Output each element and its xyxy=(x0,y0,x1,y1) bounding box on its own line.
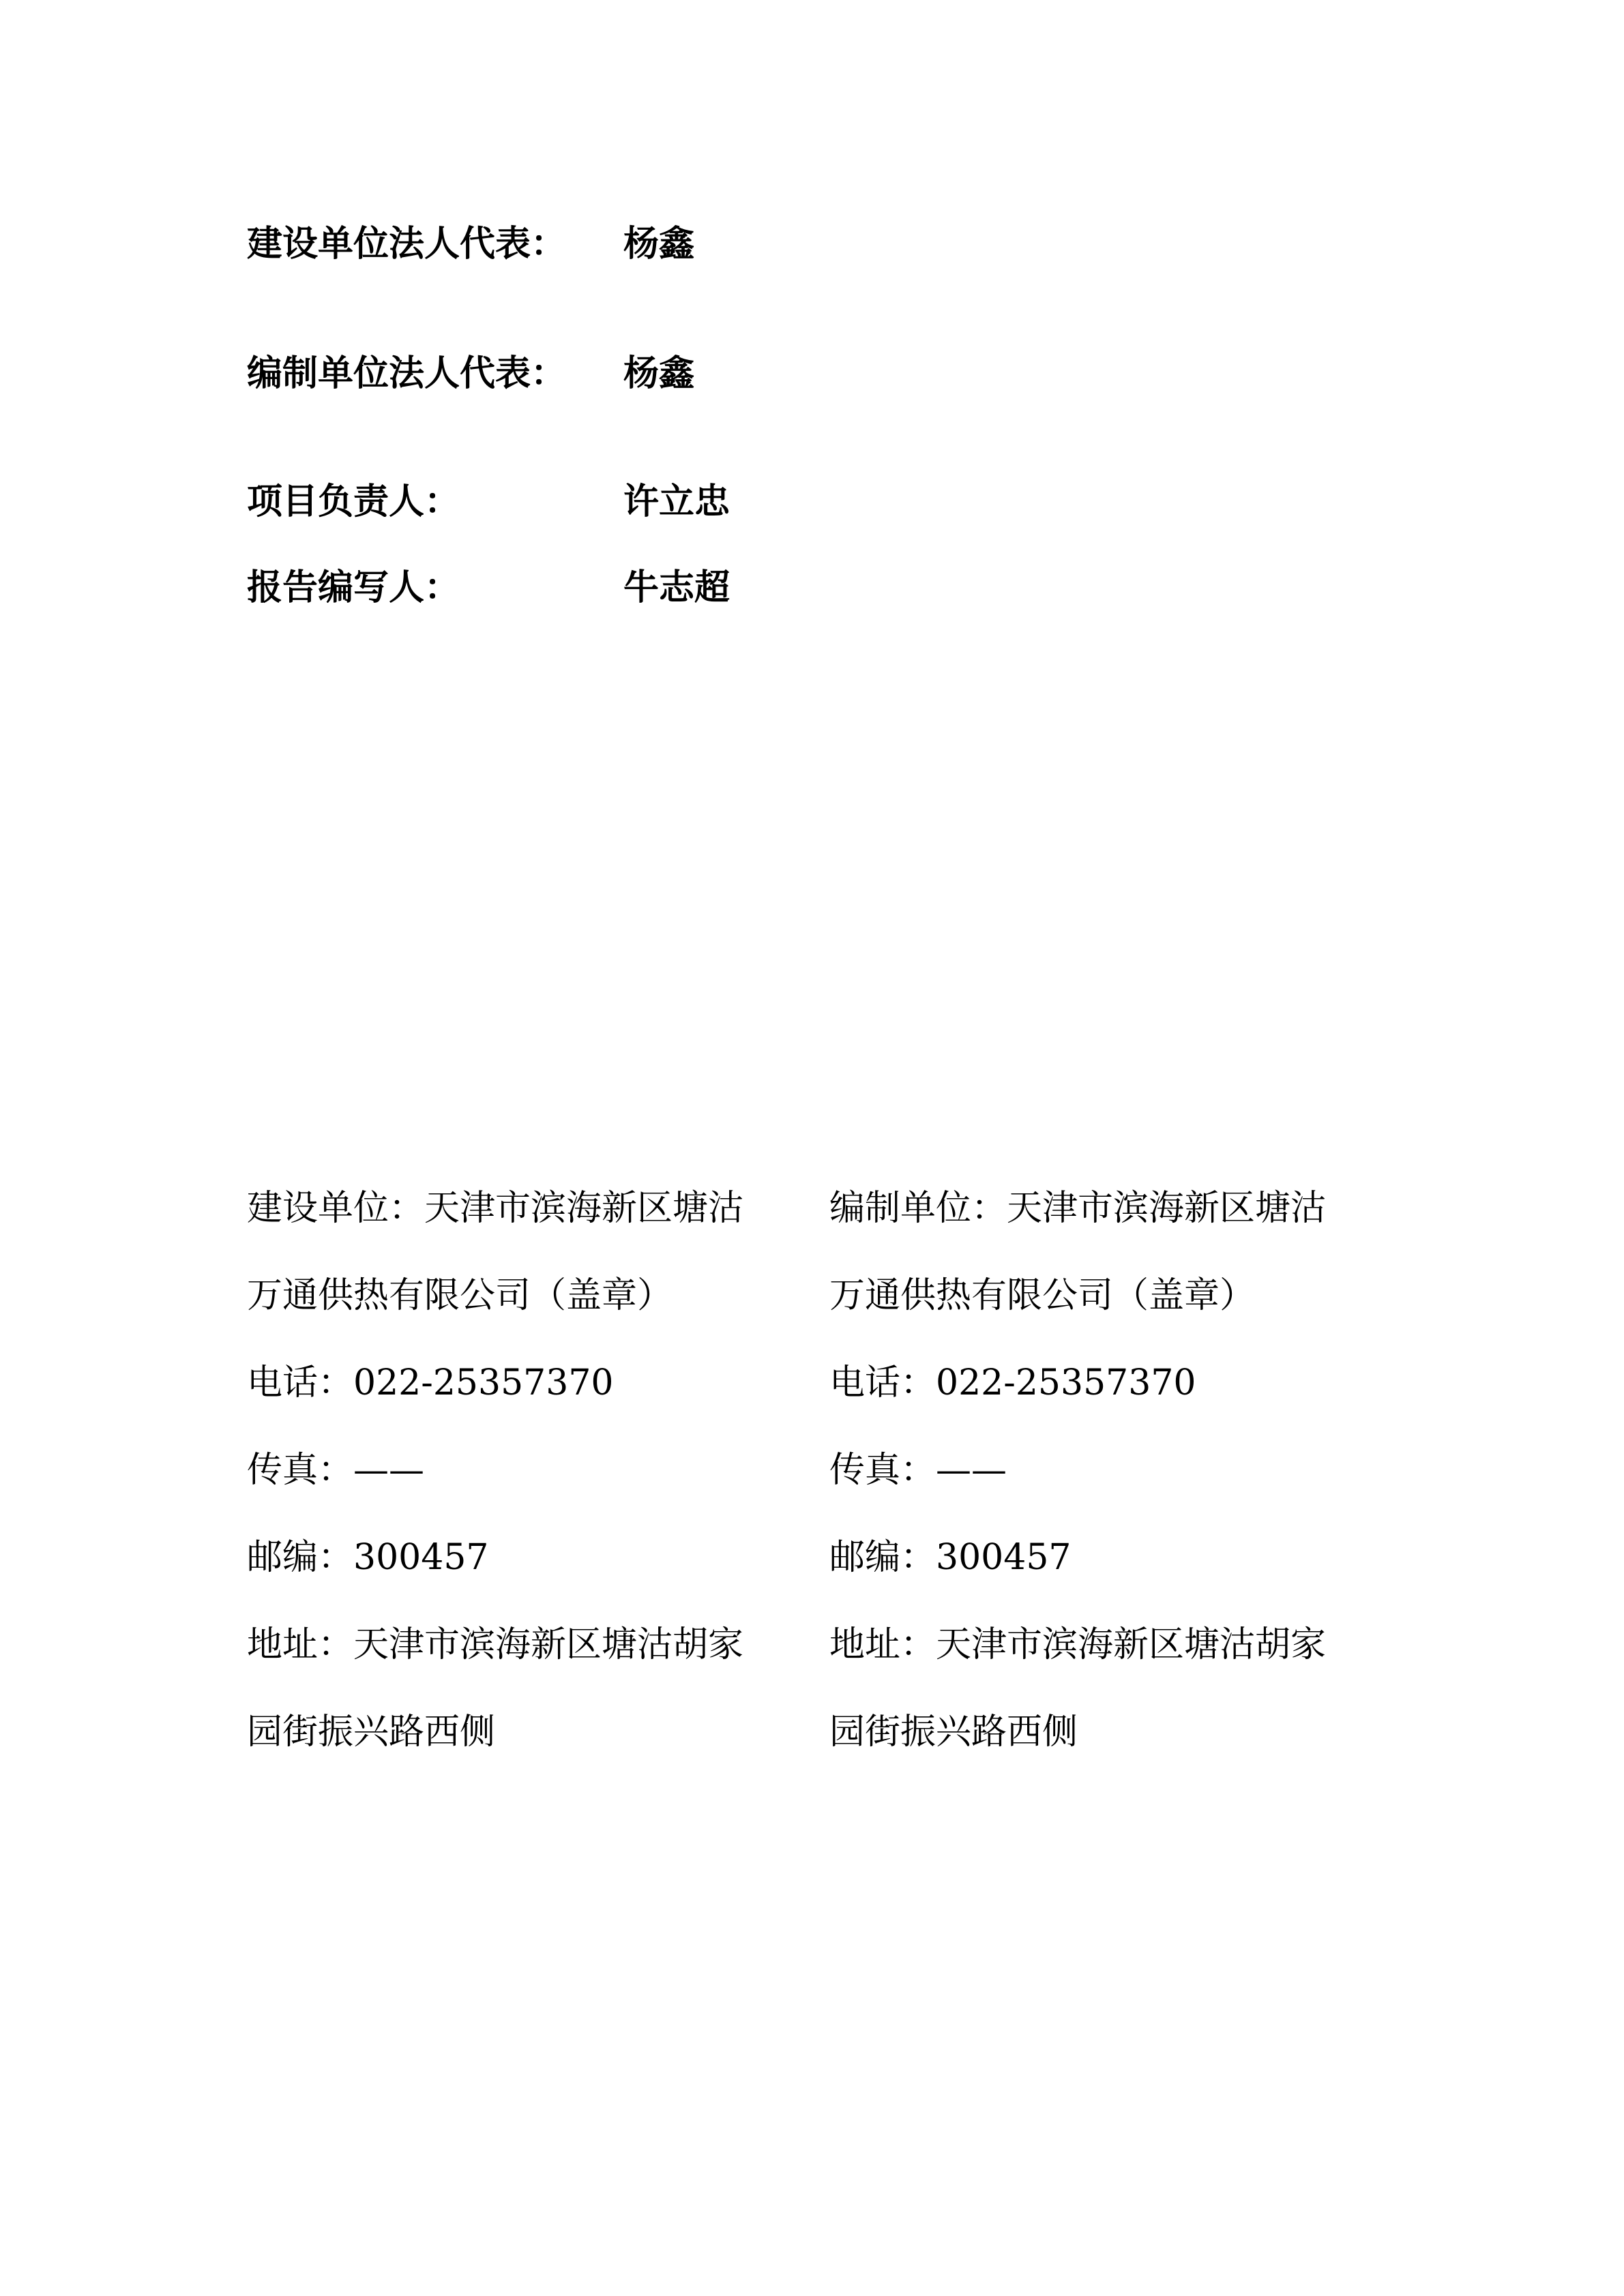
signature-label: 建设单位法人代表： xyxy=(247,223,567,265)
address-line: 地址：天津市滨海新区塘沽胡家 xyxy=(829,1624,1327,1665)
signature-value: 杨鑫 xyxy=(623,223,695,265)
address-line: 地址：天津市滨海新区塘沽胡家 xyxy=(247,1624,744,1665)
phone-line: 电话：022-25357370 xyxy=(247,1362,614,1403)
fax-line: 传真：—— xyxy=(247,1450,425,1491)
unit-name-line: 编制单位：天津市滨海新区塘沽 xyxy=(829,1188,1327,1229)
phone-line: 电话：022-25357370 xyxy=(829,1362,1196,1403)
signature-label: 报告编写人： xyxy=(247,567,460,608)
address-line: 园街振兴路西侧 xyxy=(247,1712,496,1753)
postcode-line: 邮编：300457 xyxy=(247,1537,489,1578)
signature-label: 编制单位法人代表： xyxy=(247,353,567,394)
unit-name-line: 万通供热有限公司（盖章） xyxy=(247,1275,673,1316)
fax-line: 传真：—— xyxy=(829,1450,1007,1491)
unit-name-line: 万通供热有限公司（盖章） xyxy=(829,1275,1256,1316)
unit-name-line: 建设单位：天津市滨海新区塘沽 xyxy=(247,1188,744,1229)
construction-unit-info xyxy=(247,1165,806,1776)
signature-value: 牛志超 xyxy=(623,567,730,608)
signature-label: 项目负责人： xyxy=(247,481,460,522)
postcode-line: 邮编：300457 xyxy=(829,1537,1072,1578)
signature-value: 杨鑫 xyxy=(623,353,695,394)
compiling-unit-info xyxy=(829,1165,1389,1776)
signature-value: 许立忠 xyxy=(623,481,730,522)
address-line: 园街振兴路西侧 xyxy=(829,1712,1078,1753)
